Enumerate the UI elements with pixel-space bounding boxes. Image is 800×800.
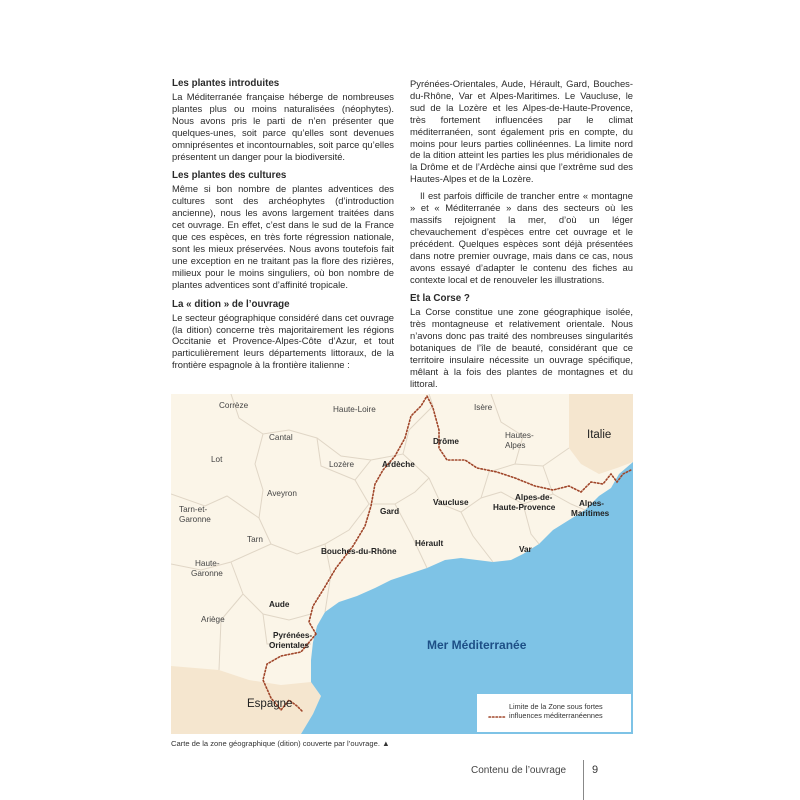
dept-label-haute-loire: Haute-Loire: [333, 405, 376, 414]
footer-section-title: Contenu de l’ouvrage: [471, 765, 567, 776]
dept-label-haute-garonne: Haute-Garonne: [191, 559, 223, 578]
dept-label-lot: Lot: [211, 455, 223, 464]
country-label-espagne: Espagne: [247, 698, 293, 710]
dept-label-drome: Drôme: [433, 437, 459, 446]
footer-divider: [583, 760, 584, 800]
dept-label-aveyron: Aveyron: [267, 489, 297, 498]
dept-label-pyrenees-orientales: Pyrénées-Orientales: [269, 631, 313, 650]
section-dition: [172, 299, 394, 372]
dept-label-alpes-maritimes: Alpes-Maritimes: [571, 499, 610, 518]
map-legend: [477, 694, 631, 732]
paragraph: Il est parfois difficile de trancher entre « montagne » et « Méditerranée » dans des secteurs où les massifs rejoignent la mer, d’où un léger chevauchement d’espèces entre cet ouvrage et le précédent. Quelques espèces sont déjà présentées dans notre premier ouvrage, mais dans ce cas, nous avons essayé d’adapter le contenu des fiches au contexte local et de renouveler les illustrations.: [410, 190, 633, 285]
left-column: [172, 78, 394, 379]
caption-arrow-icon: ▲: [382, 739, 390, 748]
legend-text: Limite de la Zone sous fortes influences méditerranéennes: [509, 702, 603, 720]
dept-label-hautes-alpes: Hautes-Alpes: [505, 431, 534, 450]
map-caption: [171, 739, 390, 748]
section-heading: Les plantes des cultures: [172, 170, 287, 182]
section-heading: Les plantes introduites: [172, 78, 280, 89]
dept-label-alpes-de-haute-provence: Alpes-de-Haute-Provence: [493, 493, 556, 512]
right-column: [410, 78, 633, 398]
caption-text: Carte de la zone géographique (dition) couverte par l’ouvrage.: [171, 739, 380, 748]
dept-label-ariege: Ariège: [201, 615, 225, 624]
dition-map: [171, 394, 633, 734]
dept-label-lozere: Lozère: [329, 460, 355, 469]
section-paragraph: Même si bon nombre de plantes adventices des cultures sont des archéophytes (d’introduction ancienne), nous les avons largement traitées dans cet ouvrage. En effet, c’est dans le sud de la France que ces espèces, en très forte régression nationale, sont les mieux préservées. Nous avons toutefois fait une exception en ne traitant pas la flore des rizières, milieux pour le moins singuliers, où bon nombre de plantes adventices sont d’affinité tropicale.: [172, 183, 394, 290]
section-paragraph: Le secteur géographique considéré dans cet ouvrage (la dition) concerne très majoritairement les régions Occitanie et Provence-Alpes-Côte d’Azur, et tout particulièrement leurs départements littoraux, de la frontière espagnole à la frontière italienne :: [172, 311, 394, 371]
dept-label-herault: Bouches-du-Rhône: [321, 547, 397, 556]
section-heading: La « dition » de l’ouvrage: [172, 298, 290, 310]
dept-label-correze: Corrèze: [219, 401, 249, 410]
dept-label-vaucluse: Vaucluse: [433, 498, 469, 507]
country-label-italie: Italie: [587, 429, 612, 441]
section-paragraph: La Corse constitue une zone géographique isolée, très montagneuse et relativement orientale. Nous n’avons donc pas traité des nombreuses singularités botaniques de l’île de beauté, considérant que ce territoire insulaire nécessite un ouvrage spécifique, mêlant à la fois des plantes de montagnes et du littoral.: [410, 306, 633, 389]
dept-label-cantal: Cantal: [269, 433, 293, 442]
section-paragraph: La Méditerranée française héberge de nombreuses plantes plus ou moins naturalisées (néophytes). Nous avons pris le parti de n’en présenter que quelques-unes, soit parce qu’elles sont devenues omniprésentes et incontournables, soit parce qu’elles présentent un danger pour la biodiversité.: [172, 91, 394, 162]
dept-label-tarn-et-garonne: Tarn-et-Garonne: [179, 505, 211, 524]
dept-label-bouches-du-rhone: Hérault: [415, 539, 444, 548]
sea-label: Mer Méditerranée: [427, 638, 527, 652]
section-heading: Et la Corse ?: [410, 293, 470, 305]
dept-label-aude: Aude: [269, 600, 290, 609]
dept-label-gard: Gard: [380, 507, 400, 516]
dept-label-var: Var: [519, 545, 532, 554]
section-plantes-cultures: [172, 170, 394, 290]
dept-label-tarn: Tarn: [247, 535, 263, 544]
dition-continued: [410, 78, 633, 285]
dept-label-isere: Isère: [474, 403, 493, 412]
paragraph: Pyrénées-Orientales, Aude, Hérault, Gard, Bouches-du-Rhône, Var et Alpes-Maritimes. Le Vaucluse, le sud de la Lozère et les Alpes-de-Haute-Provence, très fortement influencées par le climat méditerranéen, sont également pris en compte, du moins pour leurs parties collinéennes. La limite nord de la dition atteint les parties les plus méridionales de la Drôme et de l’Ardèche ainsi que l’extrême sud des Hautes-Alpes et de la Lozère.: [410, 78, 633, 185]
page-number: 9: [592, 764, 599, 776]
section-plantes-introduites: [172, 78, 394, 162]
dept-label-ardeche: Ardèche: [382, 460, 415, 469]
section-corse: [410, 293, 633, 389]
